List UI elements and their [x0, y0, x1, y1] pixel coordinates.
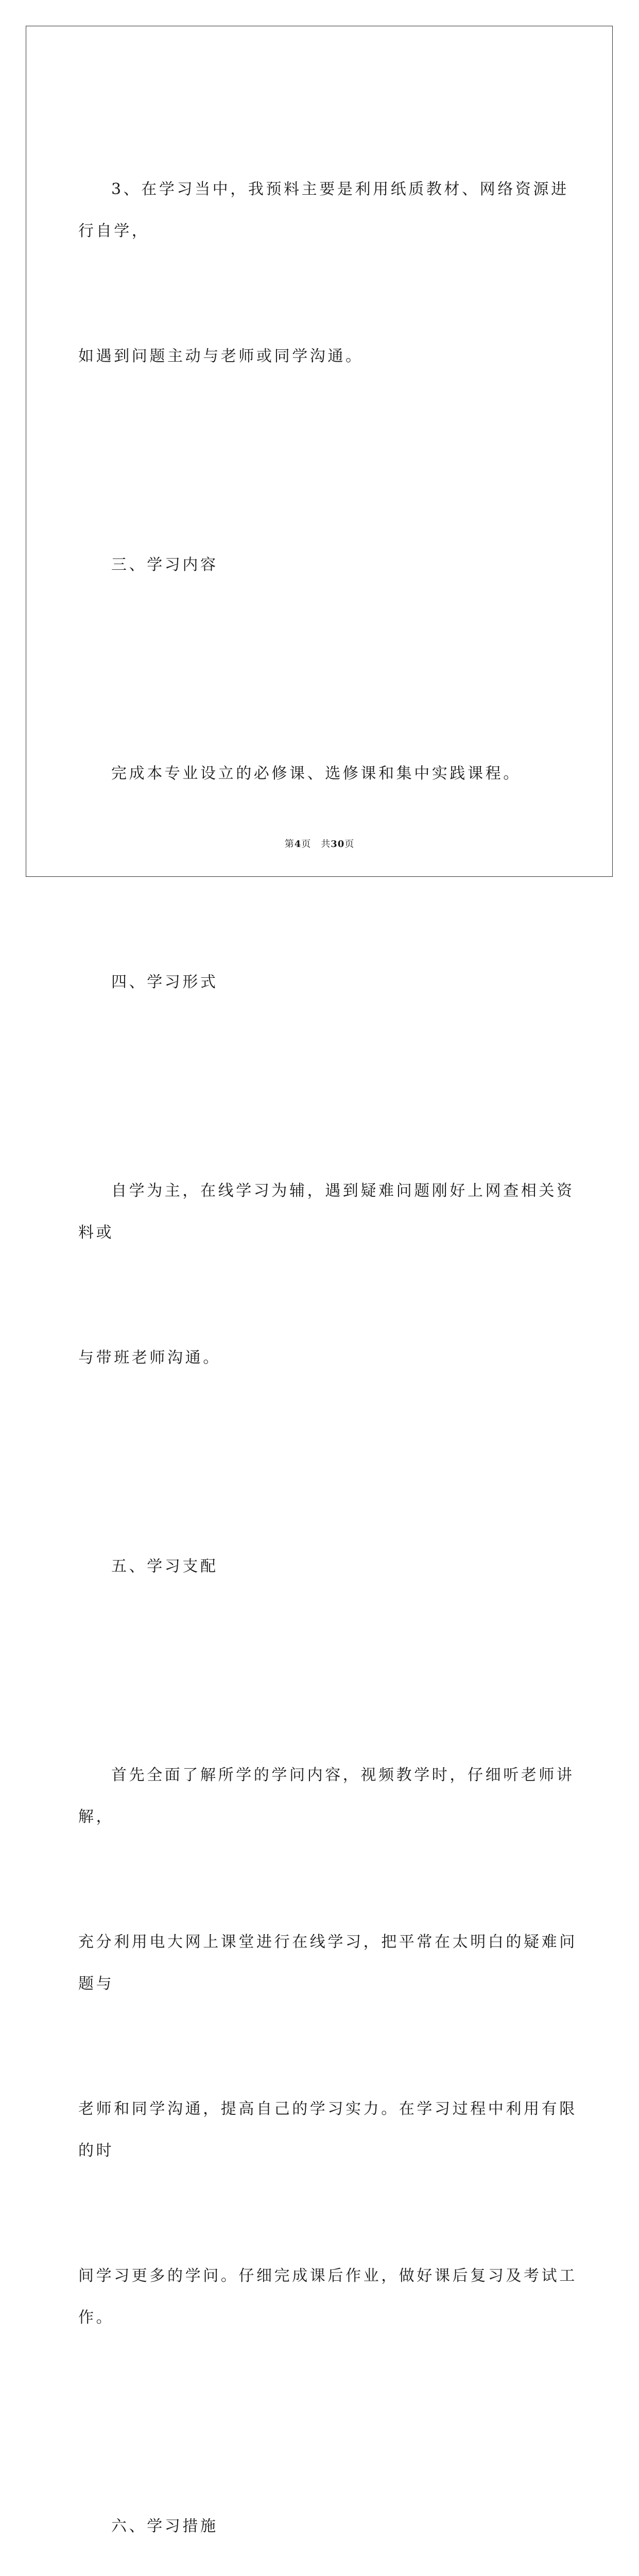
footer-prefix: 第 — [284, 839, 295, 850]
paragraph-line: 3、在学习当中，我预料主要是利用纸质教材、网络资源进行自学， — [78, 180, 569, 240]
paragraph — [78, 1087, 583, 1462]
document-body — [78, 85, 583, 2576]
paragraph — [78, 1671, 583, 2422]
section-heading-text: 三、学习内容 — [111, 556, 218, 574]
section-heading — [78, 2422, 583, 2576]
footer-suffix: 页 — [344, 839, 355, 850]
section-heading-text: 四、学习形式 — [111, 973, 218, 991]
paragraph-line: 老师和同学沟通，提高自己的学习实力。在学习过程中利用有限的时 — [78, 2100, 577, 2160]
total-page-number: 30 — [331, 839, 345, 850]
paragraph-line: 间学习更多的学问。仔细完成课后作业，做好课后复习及考试工作。 — [78, 2267, 577, 2327]
footer-middle: 页 共 — [301, 839, 331, 850]
paragraph-line: 如遇到问题主动与老师或同学沟通。 — [78, 347, 364, 365]
paragraph-line: 与带班老师沟通。 — [78, 1349, 221, 1367]
paragraph-line: 首先全面了解所学的学问内容，视频教学时，仔细听老师讲解， — [78, 1766, 575, 1826]
section-heading — [78, 461, 583, 669]
section-heading-text: 六、学习措施 — [111, 2517, 218, 2535]
paragraph-line: 充分利用电大网上课堂进行在线学习，把平常在太明白的疑难问题与 — [78, 1933, 577, 1993]
section-heading-text: 五、学习支配 — [111, 1557, 218, 1575]
paragraph — [78, 85, 583, 461]
paragraph-line: 自学为主，在线学习为辅，遇到疑难问题刚好上网查相关资料或 — [78, 1182, 575, 1242]
current-page-number: 4 — [294, 839, 302, 850]
page-footer — [0, 837, 639, 850]
section-heading — [78, 1462, 583, 1671]
section-heading — [78, 878, 583, 1087]
paragraph-line: 完成本专业设立的必修课、选修课和集中实践课程。 — [111, 765, 521, 783]
